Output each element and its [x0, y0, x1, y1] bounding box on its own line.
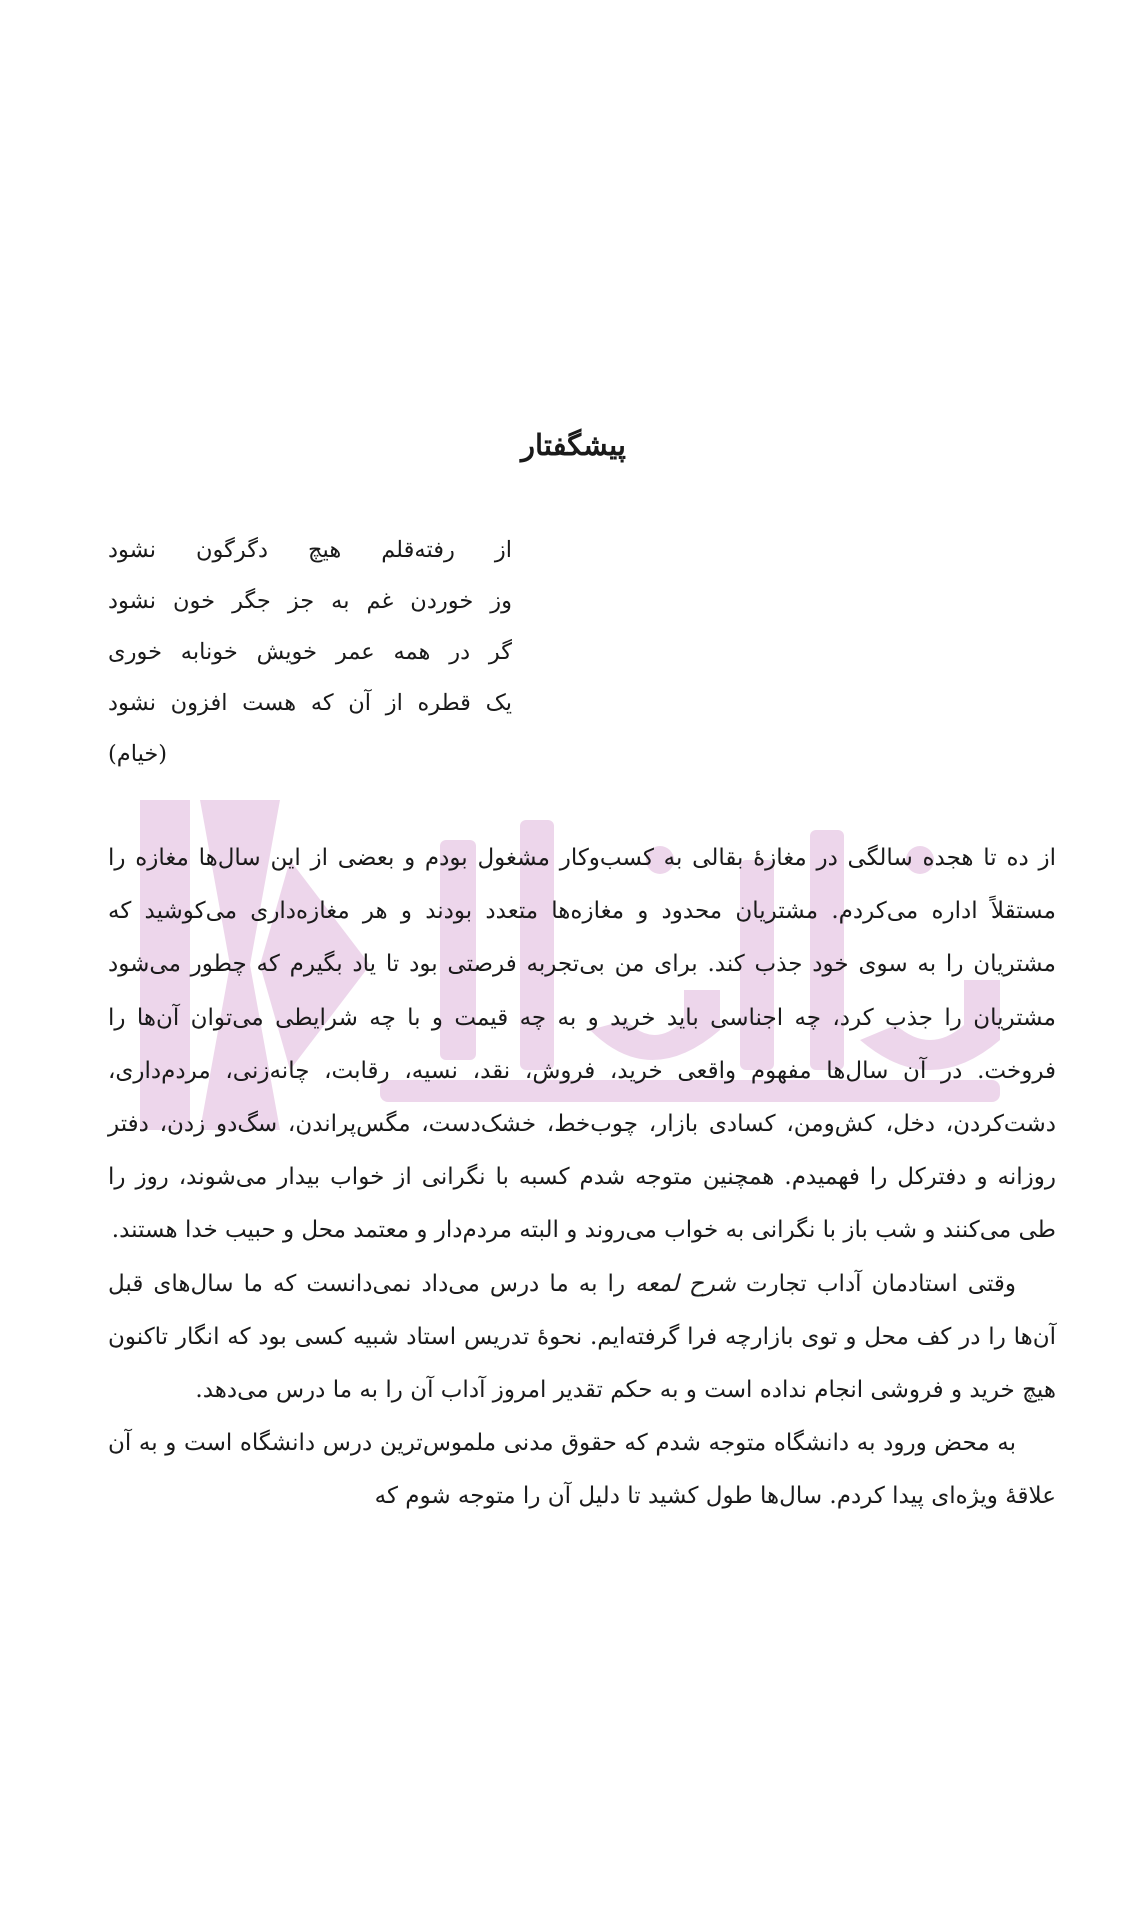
book-title-italic: شرح لمعه — [635, 1270, 736, 1297]
paragraph: از ده تا هجده سالگی در مغازهٔ بقالی به کسب‌وکار مشغول بودم و بعضی از این سال‌ها مغازه را مستقلاً اداره می‌کردم. مشتریان محدود و مغازه‌ها متعدد بودند و هر مغازه‌داری می‌کوشید که مشتریان را به سوی خود جذب کند. برای من بی‌تجربه فرصتی بود تا یاد بگیرم که چطور می‌شود مشتریان را جذب کرد، چه اجناسی باید خرید و به چه قیمت و با چه شرایطی می‌توان آن‌ها را فروخت. در آن سال‌ها مفهوم واقعی خرید، فروش، نقد، نسیه، رقابت، چانه‌زنی، مردم‌داری، دشت‌کردن، دخل، کش‌ومن، کسادی بازار، چوب‌خط، خشک‌دست، مگس‌پراندن، سگ‌دو زدن، دفتر روزانه و دفترکل را فهمیدم. همچنین متوجه شدم کسبه با نگرانی از خواب بیدار می‌شوند، روز را طی می‌کنند و شب باز با نگرانی به خواب می‌روند و البته مردم‌دار و معتمد محل و حبیب خدا هستند. — [108, 845, 1056, 1244]
body-text — [108, 832, 1056, 1524]
poem-line: یک قطره از آن که هست افزون نشود — [108, 690, 512, 716]
page-title: پیشگفتار — [521, 428, 626, 462]
poem-line: وز خوردن غم به جز جگر خون نشود — [108, 588, 512, 614]
paragraph — [108, 1258, 1056, 1418]
poem-attribution: (خیام) — [108, 741, 168, 767]
paragraph: به محض ورود به دانشگاه متوجه شدم که حقوق مدنی ملموس‌ترین درس دانشگاه است و به آن علاقهٔ ویژه‌ای پیدا کردم. سال‌ها طول کشید تا دلیل آن را متوجه شوم که — [108, 1430, 1056, 1510]
paragraph-text: وقتی استادمان آداب تجارت — [735, 1270, 1016, 1297]
poem-line: گر در همه عمر خویش خونابه خوری — [108, 639, 512, 665]
poem-line: از رفته‌قلم هیچ دگرگون نشود — [108, 537, 512, 563]
paragraph-text: را به ما درس می‌داد نمی‌دانست که ما سال‌های قبل آن‌ها را در کف محل و توی بازارچه فرا گرفته‌ایم. نحوهٔ تدریس استاد شبیه کسی بود که انگار تاکنون هیچ خرید و فروشی انجام نداده است و به حکم تقدیر امروز آداب آن را به ما درس می‌دهد. — [108, 1270, 1056, 1404]
poem-block — [108, 525, 512, 780]
